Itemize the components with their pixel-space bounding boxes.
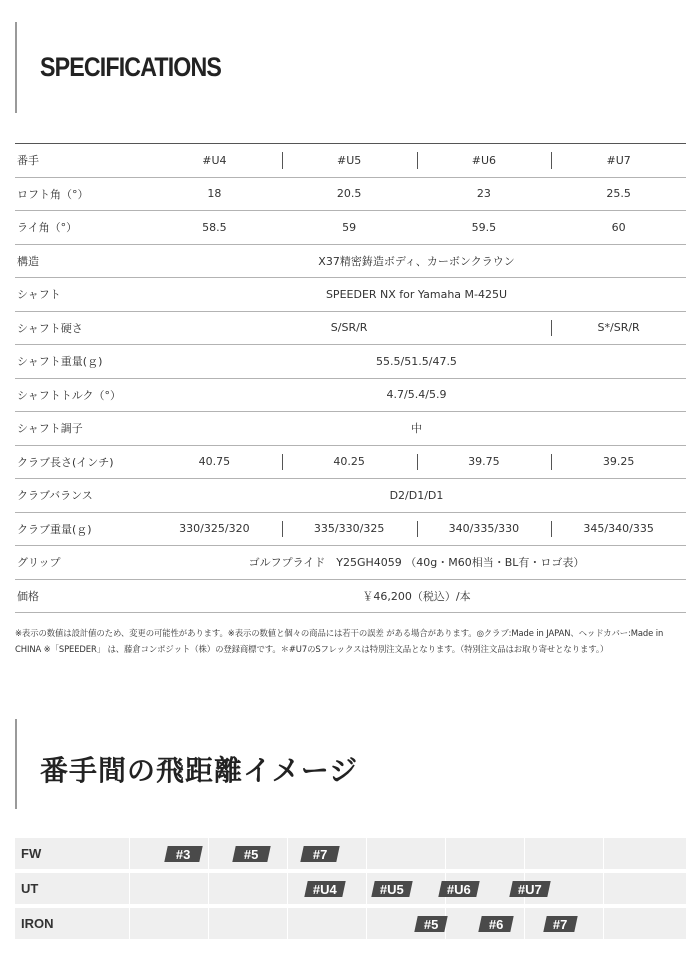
table-row [15, 278, 686, 312]
cell-divider [445, 838, 446, 869]
row-label: UT [21, 881, 39, 896]
section-accent-line [15, 22, 17, 113]
club-tag [371, 881, 412, 897]
row-label: グリップ [15, 546, 147, 580]
cell-divider [366, 838, 367, 869]
specifications-heading: SPECIFICATIONS [40, 52, 222, 82]
distance-row-fw [15, 838, 686, 869]
distance-heading: 番手間の飛距離イメージ [40, 754, 359, 787]
footnote: ※表示の数値は設計値のため、変更の可能性があります。※表示の数値と個々の商品には若干の誤差 がある場合があります。◎クラブ:Made in JAPAN、ヘッドカバー:Made in CHINA ※「SPEEDER」 は、藤倉コンポジット（株）の登録商標です。＊#U7のSフレックスは特別注文品となります。（特別注文品はお取り寄せとなります。） [15, 628, 664, 654]
row-label: ライ角（°） [15, 211, 147, 245]
club-tag-label: #5 [423, 916, 439, 932]
club-tag [438, 881, 479, 897]
club-tag [543, 916, 577, 932]
club-tag [414, 916, 447, 932]
cell: S*/SR/R [551, 311, 686, 345]
cell: 335/330/325 [282, 512, 417, 546]
cell: SPEEDER NX for Yamaha M-425U [147, 278, 686, 312]
table-row [15, 579, 686, 613]
cell: 330/325/320 [147, 512, 282, 546]
distance-row-ut [15, 873, 686, 904]
row-label: シャフト [15, 278, 147, 312]
cell: 中 [147, 412, 686, 446]
distance-chart [15, 838, 686, 939]
cell-divider [208, 908, 209, 939]
cell: 23 [417, 177, 552, 211]
cell-divider [129, 838, 130, 869]
cell: 4.7/5.4/5.9 [147, 378, 686, 412]
cell: D2/D1/D1 [147, 479, 686, 513]
cell: 40.25 [282, 445, 417, 479]
row-label: シャフトトルク（°） [15, 378, 147, 412]
table-row [15, 144, 686, 178]
row-label: クラブ重量(ｇ) [15, 512, 147, 546]
row-label: ロフト角（°） [15, 177, 147, 211]
cell-divider [603, 908, 604, 939]
cell: #U4 [147, 144, 282, 178]
cell: 59.5 [417, 211, 552, 245]
table-row [15, 177, 686, 211]
cell: ゴルフプライド Y25GH4059 （40g・M60相当・BL有・ロゴ表） [147, 546, 686, 580]
cell: 345/340/335 [551, 512, 686, 546]
club-tag-label: #U5 [380, 881, 404, 897]
club-tag [300, 846, 339, 862]
club-tag [164, 846, 202, 862]
table-row [15, 211, 686, 245]
row-label: シャフト硬さ [15, 311, 147, 345]
table-row [15, 345, 686, 379]
cell-divider [366, 908, 367, 939]
club-tag-label: #7 [312, 846, 328, 862]
cell: #U5 [282, 144, 417, 178]
row-label: シャフト調子 [15, 412, 147, 446]
club-tag-label: #U4 [313, 881, 337, 897]
cell-divider [129, 873, 130, 904]
cell: 55.5/51.5/47.5 [147, 345, 686, 379]
table-row [15, 244, 686, 278]
club-tag-label: #7 [553, 916, 568, 932]
table-row [15, 546, 686, 580]
table-row [15, 412, 686, 446]
cell: 25.5 [551, 177, 686, 211]
cell: ￥46,200（税込）/本 [147, 579, 686, 613]
club-tag [478, 916, 513, 932]
cell-divider [208, 873, 209, 904]
section-accent-line [15, 719, 17, 809]
table-row [15, 445, 686, 479]
table-row [15, 311, 686, 345]
cell-divider [366, 873, 367, 904]
cell-divider [208, 838, 209, 869]
row-label: クラブ長さ(インチ) [15, 445, 147, 479]
distance-row-iron [15, 908, 686, 939]
club-tag-label: #U6 [447, 881, 471, 897]
club-tag-label: #3 [176, 846, 191, 862]
row-label: 価格 [15, 579, 147, 613]
club-tag-label: #U7 [518, 881, 542, 897]
cell-divider [603, 838, 604, 869]
row-label: IRON [21, 916, 54, 931]
cell: 39.75 [417, 445, 552, 479]
cell-divider [524, 908, 525, 939]
cell: #U7 [551, 144, 686, 178]
cell: 340/335/330 [417, 512, 552, 546]
cell: 58.5 [147, 211, 282, 245]
cell: 60 [551, 211, 686, 245]
specifications-table [15, 143, 686, 613]
cell-divider [524, 838, 525, 869]
cell-divider [129, 908, 130, 939]
cell: 18 [147, 177, 282, 211]
cell: 59 [282, 211, 417, 245]
cell: 20.5 [282, 177, 417, 211]
club-tag-label: #5 [244, 846, 259, 862]
club-tag [509, 881, 550, 897]
row-label: 構造 [15, 244, 147, 278]
club-tag [232, 846, 270, 862]
cell: S/SR/R [147, 311, 551, 345]
table-row [15, 512, 686, 546]
cell-divider [287, 873, 288, 904]
cell: #U6 [417, 144, 552, 178]
club-tag [304, 881, 345, 897]
row-label: シャフト重量(ｇ) [15, 345, 147, 379]
row-label: クラブバランス [15, 479, 147, 513]
row-label: 番手 [15, 144, 147, 178]
table-row [15, 479, 686, 513]
club-tag-label: #6 [488, 916, 504, 932]
table-row [15, 378, 686, 412]
cell-divider [287, 908, 288, 939]
cell: 40.75 [147, 445, 282, 479]
cell-divider [603, 873, 604, 904]
cell-divider [287, 838, 288, 869]
cell: 39.25 [551, 445, 686, 479]
cell: X37精密鋳造ボディ、カーボンクラウン [147, 244, 686, 278]
row-label: FW [21, 846, 42, 861]
